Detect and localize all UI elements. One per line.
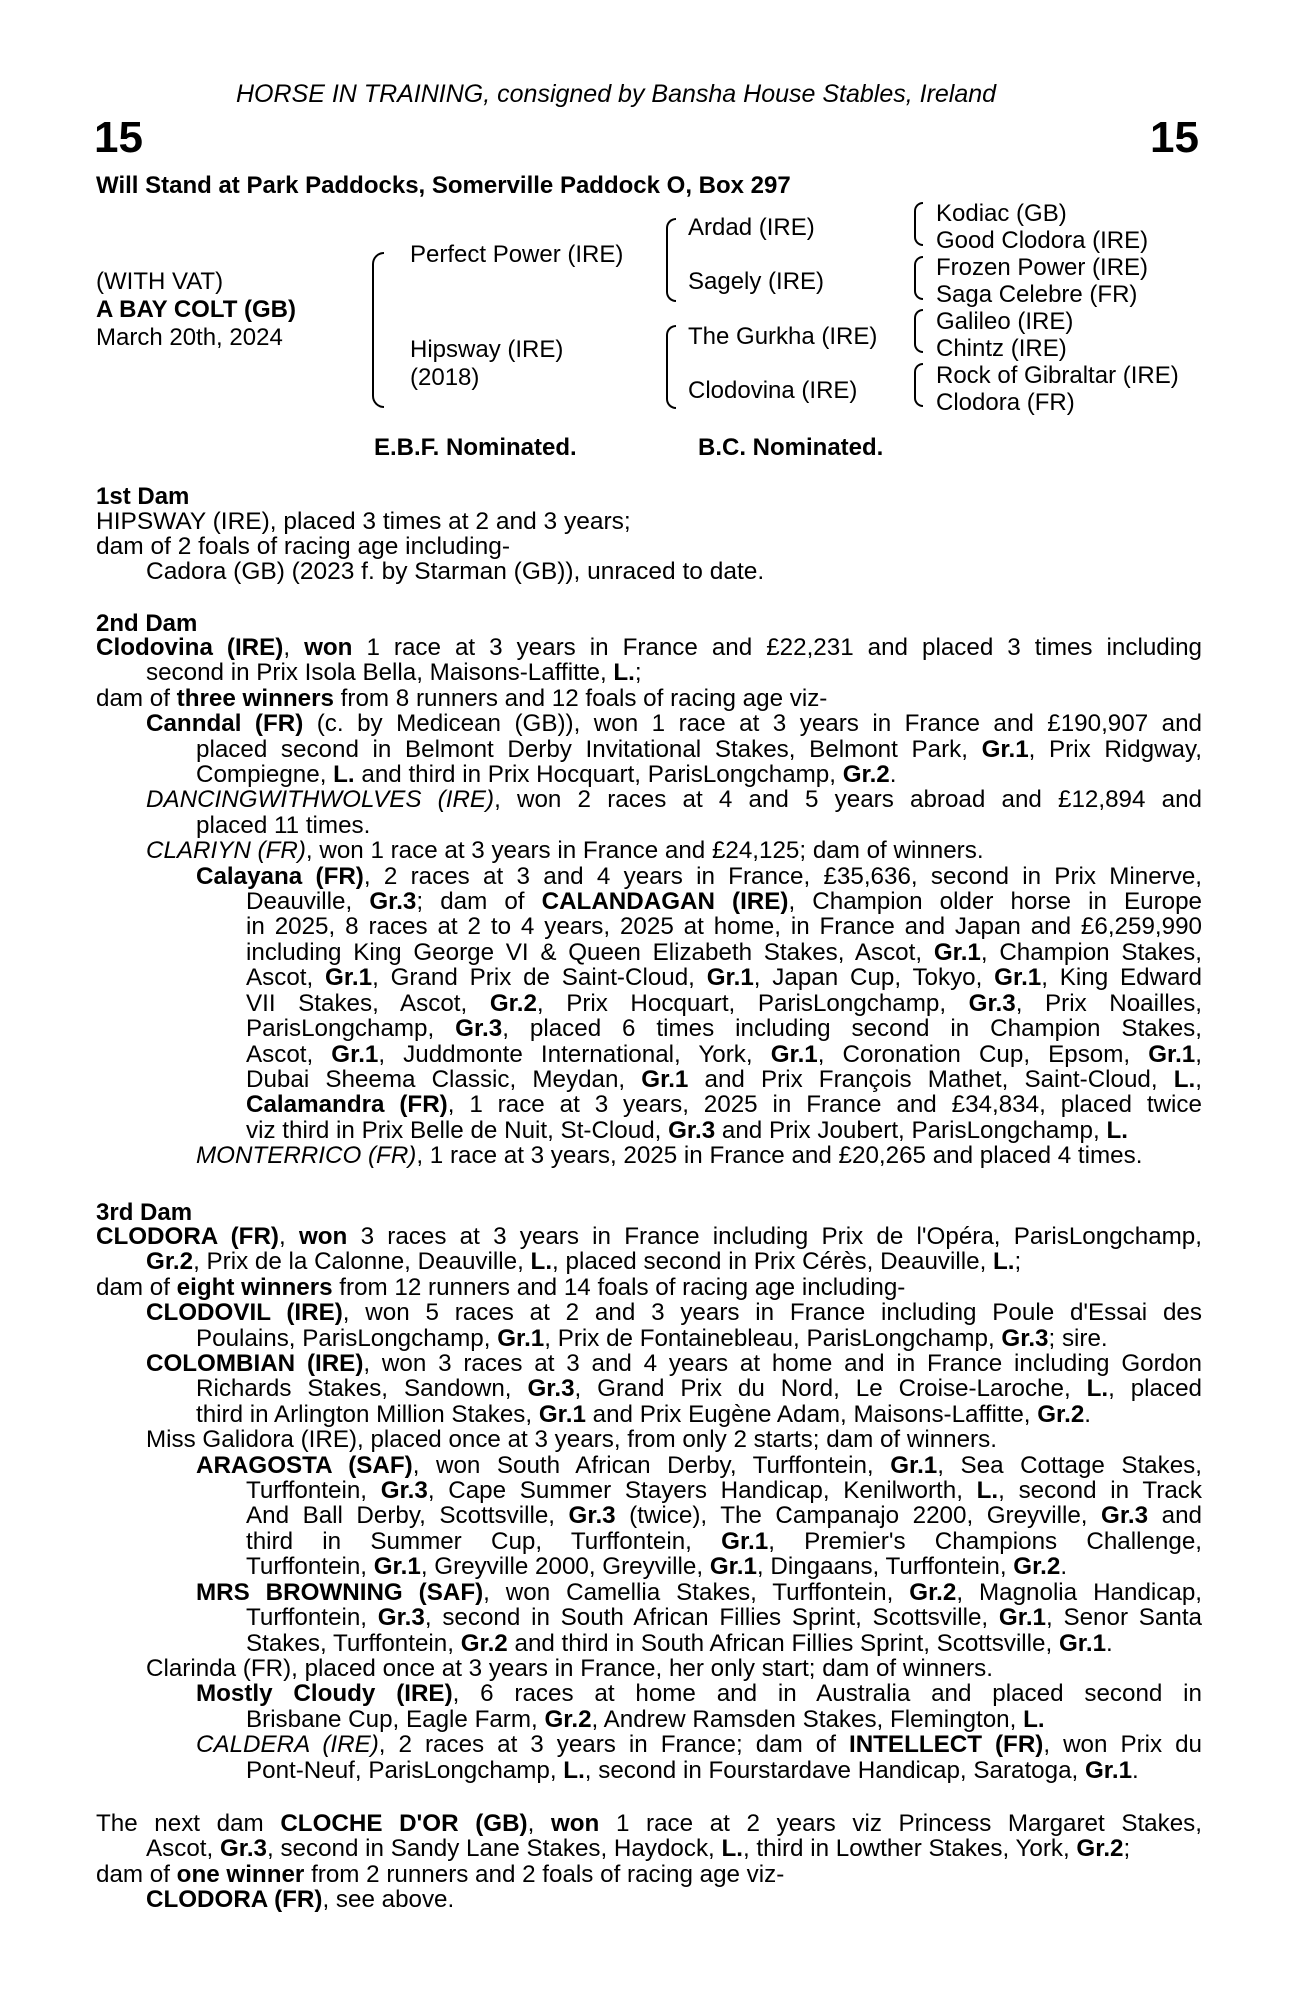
dam-name: Hipsway (IRE) [410,336,564,363]
second-dam-line: in 2025, 8 races at 2 to 4 years, 2025 at home, in France and Japan and £6,259,990 [246,913,1202,941]
third-dam-line: CLODOVIL (IRE), won 5 races at 2 and 3 years in France including Poule d'Essai des [146,1299,1202,1327]
vat-note: (WITH VAT) [96,268,224,295]
third-dam-line: Miss Galidora (IRE), placed once at 3 years, from only 2 starts; dam of winners. [146,1426,997,1454]
third-dam-line: COLOMBIAN (IRE), won 3 races at 3 and 4 years at home and in France including Gordon [146,1350,1202,1378]
second-dam-line: DANCINGWITHWOLVES (IRE), won 2 races at 4 and 5 years abroad and £12,894 and [146,786,1202,814]
dam-dam-name: Clodovina (IRE) [688,377,858,404]
dam-year: (2018) [410,364,480,391]
third-dam-line: Stakes, Turffontein, Gr.2 and third in South African Fillies Sprint, Scottsville, Gr.1. [246,1629,1113,1657]
second-dam-line: Canndal (FR) (c. by Medicean (GB)), won 1 race at 3 years in France and £190,907 and [146,710,1202,738]
third-dam-line: CALDERA (IRE), 2 races at 3 years in France; dam of INTELLECT (FR), won Prix du [196,1731,1203,1759]
next-dam-line: Ascot, Gr.3, second in Sandy Lane Stakes, Haydock, L., third in Lowther Stakes, York, Gr.2; [146,1835,1131,1863]
grandparent-8: Clodora (FR) [936,389,1075,416]
second-dam-line: Deauville, Gr.3; dam of CALANDAGAN (IRE), Champion older horse in Europe [246,888,1202,916]
third-dam-line: third in Summer Cup, Turffontein, Gr.1, Premier's Champions Challenge, [246,1527,1203,1555]
pedigree-brace-g78 [914,363,923,407]
next-dam-line: dam of one winner from 2 runners and 2 foals of racing age viz- [96,1860,785,1888]
bc-nominated: B.C. Nominated. [698,434,884,461]
second-dam-text [96,635,1202,1169]
stand-location: Will Stand at Park Paddocks, Somerville Paddock O, Box 297 [96,172,791,199]
sire-dam-name: Sagely (IRE) [688,268,825,295]
lot-number-right: 15 [1150,113,1199,162]
second-dam-line: Dubai Sheema Classic, Meydan, Gr.1 and Prix François Mathet, Saint-Cloud, L., [246,1065,1202,1093]
third-dam-line: Richards Stakes, Sandown, Gr.3, Grand Prix du Nord, Le Croise-Laroche, L., placed [196,1375,1203,1403]
grandparent-3: Frozen Power (IRE) [936,254,1149,281]
first-dam-produce: Cadora (GB) (2023 f. by Starman (GB)), unraced to date. [146,558,765,585]
third-dam-line: MRS BROWNING (SAF), won Camellia Stakes, Turffontein, Gr.2, Magnolia Handicap, [196,1578,1202,1606]
second-dam-line: second in Prix Isola Bella, Maisons-Laffitte, L.; [146,659,642,687]
grandparent-7: Rock of Gibraltar (IRE) [936,362,1179,389]
third-dam-line: Gr.2, Prix de la Calonne, Deauville, L., placed second in Prix Cérès, Deauville, L.; [146,1248,1022,1276]
second-dam-line: dam of three winners from 8 runners and 12 foals of racing age viz- [96,684,828,712]
second-dam-line: placed second in Belmont Derby Invitational Stakes, Belmont Park, Gr.1, Prix Ridgway, [196,735,1203,763]
second-dam-line: including King George VI & Queen Elizabeth Stakes, Ascot, Gr.1, Champion Stakes, [246,938,1202,966]
next-dam-line: The next dam CLOCHE D'OR (GB), won 1 race at 2 years viz Princess Margaret Stakes, [96,1810,1202,1837]
second-dam-heading: 2nd Dam [96,610,198,637]
second-dam-line: Ascot, Gr.1, Juddmonte International, York, Gr.1, Coronation Cup, Epsom, Gr.1, [246,1040,1202,1068]
second-dam-line: CLARIYN (FR), won 1 race at 3 years in France and £24,125; dam of winners. [146,837,984,865]
pedigree-brace-g56 [914,309,923,353]
second-dam-line: MONTERRICO (FR), 1 race at 3 years, 2025 in France and £20,265 and placed 4 times. [196,1142,1143,1170]
second-dam-line: Calayana (FR), 2 races at 3 and 4 years in France, £35,636, second in Prix Minerve, [196,862,1202,890]
next-dam-line: CLODORA (FR), see above. [146,1886,455,1914]
grandparent-1: Kodiac (GB) [936,200,1067,227]
second-dam-line: placed 11 times. [196,811,371,839]
sire-sire-name: Ardad (IRE) [688,214,815,241]
third-dam-heading: 3rd Dam [96,1199,193,1226]
third-dam-line: CLODORA (FR), won 3 races at 3 years in France including Prix de l'Opéra, ParisLongchamp, [96,1223,1202,1250]
pedigree-brace-main [372,252,384,408]
second-dam-line: VII Stakes, Ascot, Gr.2, Prix Hocquart, ParisLongchamp, Gr.3, Prix Noailles, [246,989,1203,1017]
dam-sire-name: The Gurkha (IRE) [688,323,878,350]
third-dam-line: And Ball Derby, Scottsville, Gr.3 (twice), The Campanajo 2200, Greyville, Gr.3 and [246,1502,1202,1530]
third-dam-line: Brisbane Cup, Eagle Farm, Gr.2, Andrew Ramsden Stakes, Flemington, L. [246,1705,1045,1733]
third-dam-line: Turffontein, Gr.3, second in South African Fillies Sprint, Scottsville, Gr.1, Senor Santa [246,1604,1202,1632]
third-dam-line: ARAGOSTA (SAF), won South African Derby, Turffontein, Gr.1, Sea Cottage Stakes, [196,1451,1202,1479]
third-dam-line: Pont-Neuf, ParisLongchamp, L., second in Fourstardave Handicap, Saratoga, Gr.1. [246,1756,1139,1784]
ebf-nominated: E.B.F. Nominated. [374,434,577,461]
third-dam-line: Turffontein, Gr.3, Cape Summer Stayers Handicap, Kenilworth, L., second in Track [246,1477,1202,1505]
pedigree-brace-g34 [914,256,923,300]
first-dam-line-2: dam of 2 foals of racing age including- [96,533,511,560]
second-dam-line: Ascot, Gr.1, Grand Prix de Saint-Cloud, Gr.1, Japan Cup, Tokyo, Gr.1, King Edward [246,964,1202,992]
second-dam-line: Calamandra (FR), 1 race at 3 years, 2025 in France and £34,834, placed twice [246,1091,1202,1119]
second-dam-line: viz third in Prix Belle de Nuit, St-Cloud, Gr.3 and Prix Joubert, ParisLongchamp, L. [246,1116,1128,1144]
third-dam-line: dam of eight winners from 12 runners and 14 foals of racing age including- [96,1273,906,1301]
third-dam-line: Turffontein, Gr.1, Greyville 2000, Greyville, Gr.1, Dingaans, Turffontein, Gr.2. [246,1553,1068,1581]
horse-description: A BAY COLT (GB) [96,296,297,323]
lot-number-left: 15 [94,113,143,162]
first-dam-heading: 1st Dam [96,483,190,510]
sire-name: Perfect Power (IRE) [410,241,624,268]
grandparent-2: Good Clodora (IRE) [936,227,1149,254]
third-dam-line: third in Arlington Million Stakes, Gr.1 and Prix Eugène Adam, Maisons-Laffitte, Gr.2. [196,1400,1092,1428]
pedigree-brace-g12 [914,202,923,246]
pedigree-brace-dam [666,325,676,409]
second-dam-line: ParisLongchamp, Gr.3, placed 6 times including second in Champion Stakes, [246,1015,1202,1043]
second-dam-line: Clodovina (IRE), won 1 race at 3 years in France and £22,231 and placed 3 times including [96,634,1202,661]
second-dam-line: Compiegne, L. and third in Prix Hocquart, ParisLongchamp, Gr.2. [196,761,897,789]
next-dam-text [96,1811,1202,1913]
grandparent-4: Saga Celebre (FR) [936,281,1138,308]
third-dam-line: Mostly Cloudy (IRE), 6 races at home and in Australia and placed second in [196,1680,1202,1708]
pedigree-brace-sire [666,218,676,302]
third-dam-line: Poulains, ParisLongchamp, Gr.1, Prix de Fontainebleau, ParisLongchamp, Gr.3; sire. [196,1324,1108,1352]
grandparent-5: Galileo (IRE) [936,308,1074,335]
first-dam-line-1: HIPSWAY (IRE), placed 3 times at 2 and 3 years; [96,508,631,535]
third-dam-line: Clarinda (FR), placed once at 3 years in France, her only start; dam of winners. [146,1654,993,1682]
third-dam-text [96,1224,1202,1783]
grandparent-6: Chintz (IRE) [936,335,1067,362]
foaling-date: March 20th, 2024 [96,324,283,351]
consignment-line: HORSE IN TRAINING, consigned by Bansha House Stables, Ireland [236,80,997,108]
